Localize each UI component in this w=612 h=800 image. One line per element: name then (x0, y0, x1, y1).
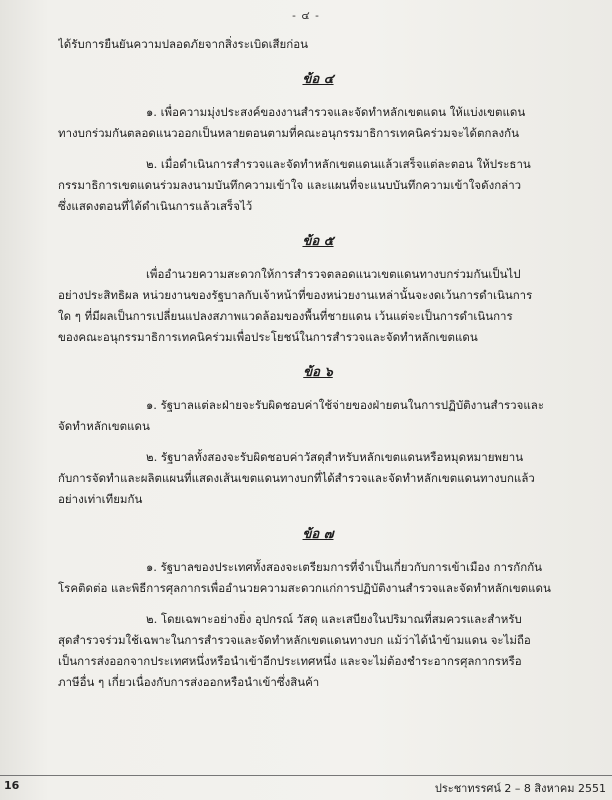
paragraph (58, 557, 578, 599)
paragraph-line: ๒. เมื่อดำเนินการสำรวจและจัดทำหลักเขตแดนแล้วเสร็จแต่ละตอน ให้ประธาน (146, 157, 531, 171)
paragraph-line: กับการจัดทำและผลิตแผนที่แสดงเส้นเขตแดนทางบกที่ได้สำรวจและจัดทำหลักเขตแดนทางบกแล้ว (58, 471, 535, 485)
paragraph-line: ทางบกร่วมกันตลอดแนวออกเป็นหลายตอนตามที่คณะอนุกรรมาธิการเทคนิคร่วมจะได้ตกลงกัน (58, 126, 519, 140)
paragraph-line: สุดสำรวจร่วมใช้เฉพาะในการสำรวจและจัดทำหลักเขตแดนทางบก แม้ว่าได้นำข้ามแดน จะไม่ถือ (58, 633, 531, 647)
section-heading: ข้อ ๖ (303, 365, 333, 380)
paragraph-line: เพื่ออำนวยความสะดวกให้การสำรวจตลอดแนวเขตแดนทางบกร่วมกันเป็นไป (146, 267, 521, 281)
paragraph (58, 395, 578, 437)
paragraph (58, 154, 578, 217)
paragraph-line: ๒. โดยเฉพาะอย่างยิ่ง อุปกรณ์ วัสดุ และเสบียงในปริมาณที่สมควรและสำหรับ (146, 612, 522, 626)
paragraph-line: ซึ่งแสดงตอนที่ได้ดำเนินการแล้วเสร็จไว้ (58, 199, 253, 213)
paragraph-line: กรรมาธิการเขตแดนร่วมลงนามบันทึกความเข้าใจ และแผนที่จะแนบบันทึกความเข้าใจดังกล่าว (58, 178, 522, 192)
paragraph-line: อย่างประสิทธิผล หน่วยงานของรัฐบาลกับเจ้าหน้าที่ของหน่วยงานเหล่านั้นจะงดเว้นการดำเนินการ (58, 288, 533, 302)
paragraph-line: ๑. เพื่อความมุ่งประสงค์ของงานสำรวจและจัดทำหลักเขตแดน ให้แบ่งเขตแดน (146, 105, 526, 119)
page-footer (0, 775, 612, 794)
paragraph-line: ใด ๆ ที่มีผลเป็นการเปลี่ยนแปลงสภาพแวดล้อมของพื้นที่ชายแดน เว้นแต่จะเป็นการดำเนินการ (58, 309, 513, 323)
paragraph (58, 102, 578, 144)
section-heading: ข้อ ๕ (302, 234, 334, 249)
page-number: - ๔ - (292, 9, 320, 22)
paragraph-line: เป็นการส่งออกจากประเทศหนึ่งหรือนำเข้าอีกประเทศหนึ่ง และจะไม่ต้องชำระอากรศุลกากรหรือ (58, 654, 522, 668)
footer-issue-info: ประชาทรรศน์ 2 – 8 สิงหาคม 2551 (434, 782, 606, 795)
paragraph-line: ๑. รัฐบาลแต่ละฝ่ายจะรับผิดชอบค่าใช้จ่ายของฝ่ายตนในการปฏิบัติงานสำรวจและ (146, 398, 545, 412)
paragraph-line: จัดทำหลักเขตแดน (58, 419, 150, 433)
paragraph-line: ๒. รัฐบาลทั้งสองจะรับผิดชอบค่าวัสดุสำหรับหลักเขตแดนหรือหมุดหมายพยาน (146, 450, 524, 464)
footer-page-number: 16 (4, 779, 20, 792)
document-body (58, 34, 578, 703)
intro-line: ได้รับการยืนยันความปลอดภัยจากสิ่งระเบิดเสียก่อน (58, 37, 309, 51)
paragraph-line: ภาษีอื่น ๆ เกี่ยวเนื่องกับการส่งออกหรือนำเข้าซึ่งสินค้า (58, 675, 320, 689)
paragraph (58, 264, 578, 348)
paragraph-line: ของคณะอนุกรรมาธิการเทคนิคร่วมเพื่อประโยชน์ในการสำรวจและจัดทำหลักเขตแดน (58, 330, 478, 344)
paragraph-line: อย่างเท่าเทียมกัน (58, 492, 143, 506)
section-heading: ข้อ ๗ (302, 527, 334, 542)
paragraph (58, 447, 578, 510)
section-heading: ข้อ ๔ (302, 72, 334, 87)
paragraph-line: โรคติดต่อ และพิธีการศุลกากรเพื่ออำนวยความสะดวกแก่การปฏิบัติงานสำรวจและจัดทำหลักเขตแดน (58, 581, 551, 595)
paragraph-line: ๑. รัฐบาลของประเทศทั้งสองจะเตรียมการที่จำเป็นเกี่ยวกับการเข้าเมือง การกักกัน (146, 560, 543, 574)
paragraph (58, 609, 578, 693)
